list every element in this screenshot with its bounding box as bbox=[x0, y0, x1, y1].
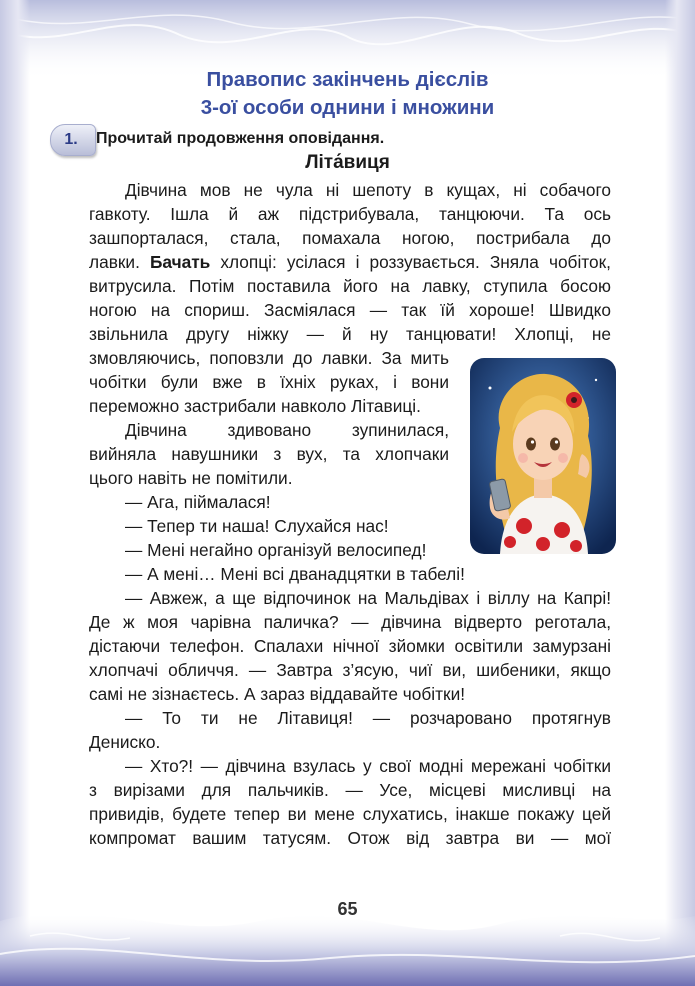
task-number: 1. bbox=[64, 131, 78, 148]
story-line: переможно застрибали навколо Літавиці. bbox=[89, 396, 421, 416]
task-instruction: Прочитай продовження оповідання. bbox=[96, 130, 385, 147]
story-title: Літа́виця bbox=[305, 152, 390, 173]
story-line: зашпорталася, стала, помахала ногою, пострибала до bbox=[89, 228, 611, 248]
story-bold-word: Бачать bbox=[149, 252, 211, 272]
decorative-left-border bbox=[0, 0, 30, 986]
story-line: цього навіть не помітили. bbox=[89, 468, 293, 488]
decorative-bottom-border bbox=[0, 866, 695, 986]
page-title-line-1: Правопис закінчень дієслів bbox=[206, 68, 489, 91]
story-line: Дівчина здивовано зупинилася, bbox=[125, 420, 449, 440]
story-line: ногою на спориш. Засміялася — так їй хороше! Швидко bbox=[89, 300, 611, 320]
page-title-line-2: 3-ої особи однини і множини bbox=[200, 96, 495, 119]
story-line: гавкоту. Ішла й аж підстрибувала, танцюючи. Та ось bbox=[89, 204, 611, 224]
story-text: хлопці: усілася і роззувається. Зняла чобіток, bbox=[220, 252, 611, 272]
story-line: — То ти не Літавиця! — розчаровано протягнув bbox=[125, 708, 611, 728]
decorative-right-border bbox=[665, 0, 695, 986]
page-number: 65 bbox=[337, 899, 358, 919]
story-line: Дівчина мов не чула ні шепоту в кущах, ні собачого bbox=[125, 180, 611, 200]
story-line: витрусила. Потім поставила його на лавку, ступила босою bbox=[89, 276, 611, 296]
story-line: — Ага, піймалася! bbox=[125, 492, 271, 512]
story-line: хлопчачі обличчя. — Завтра з’ясую, чиї ви, шибеники, якщо bbox=[89, 660, 611, 680]
story-line: самі не зізнаєтесь. А зараз віддавайте чобітки! bbox=[89, 684, 466, 704]
story-line: Де ж моя чарівна паличка? — дівчина відверто реготала, bbox=[89, 612, 611, 632]
story-line: — Тепер ти наша! Слухайся нас! bbox=[125, 516, 389, 536]
story-line: Дениско. bbox=[89, 732, 161, 752]
story-line: чобітки були вже в їхніх руках, і вони bbox=[89, 372, 449, 392]
story-line: привидів, будете тепер ви мене слухатись, інакше покажу цей bbox=[89, 804, 611, 824]
girl-with-phone-illustration bbox=[470, 358, 616, 554]
story-line: вийняла навушники з вух, та хлопчаки bbox=[89, 444, 449, 464]
story-line: звільнила другу ніжку — й ну танцювати! Хлопці, не bbox=[89, 324, 611, 344]
story-line: з вирізами для пальчиків. — Усе, місцеві мисливці на bbox=[89, 780, 611, 800]
story-text: лавки. bbox=[89, 252, 140, 272]
story-line: змовляючись, поповзли до лавки. За мить bbox=[89, 348, 449, 368]
story-line: — А мені… Мені всі дванадцятки в табелі! bbox=[125, 564, 465, 584]
story-line bbox=[89, 250, 611, 274]
story-line: компромат вашим татусям. Отож від завтра ви — мої bbox=[89, 828, 611, 848]
story-line: — Хто?! — дівчина взулась у свої модні мережані чобітки bbox=[125, 756, 611, 776]
story-line: — Мені негайно організуй велосипед! bbox=[125, 540, 427, 560]
story-line: — Авжеж, а ще відпочинок на Мальдівах і віллу на Капрі! bbox=[125, 588, 611, 608]
story-line: дістаючи телефон. Спалахи нічної зйомки освітили замурзані bbox=[89, 636, 611, 656]
